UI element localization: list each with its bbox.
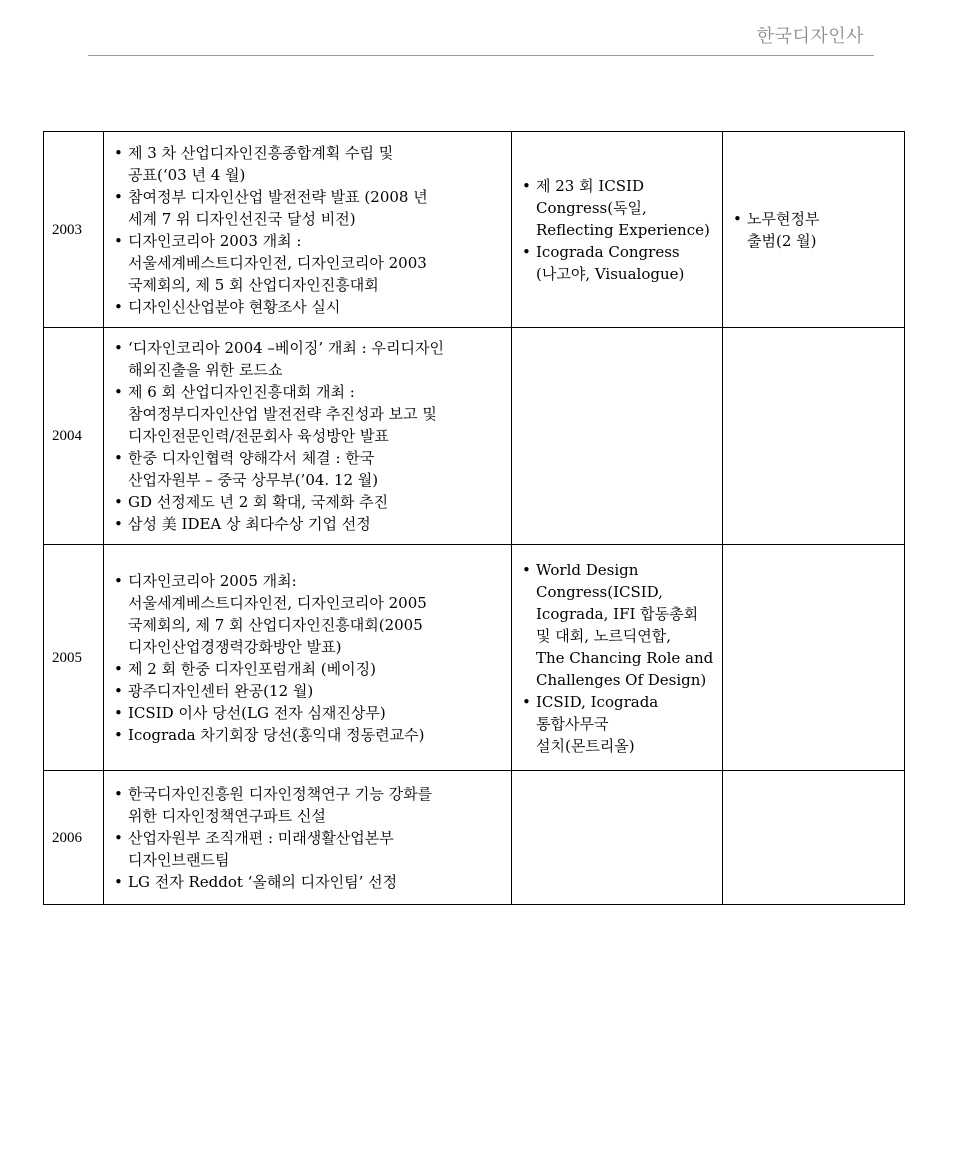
domestic-events-cell	[104, 132, 512, 328]
list-item	[522, 175, 714, 241]
item-text-line: LG 전자 Reddot ‘올해의 디자인팀’ 선정	[128, 872, 398, 891]
item-text-line: Icograda Congress	[536, 242, 680, 261]
bullet-icon: •	[114, 515, 123, 533]
domestic-events-list	[104, 328, 511, 544]
item-text-line: 제 2 회 한중 디자인포럼개최 (베이징)	[128, 659, 376, 678]
domestic-events-list	[104, 561, 511, 755]
item-text-line: Challenges Of Design)	[536, 670, 707, 689]
list-item	[114, 230, 503, 296]
year-cell: 2003	[44, 132, 104, 328]
item-text-line: 세계 7 위 디자인선진국 달성 비전)	[128, 209, 356, 228]
item-text-line: 제 3 차 산업디자인진흥종합계획 수립 및	[128, 143, 394, 162]
timeline-table	[43, 131, 905, 905]
bullet-icon: •	[114, 187, 123, 206]
item-text-line: Congress(ICSID,	[536, 582, 663, 601]
item-text-line: 참여정부 디자인산업 발전전략 발표 (2008 년	[128, 187, 428, 206]
item-text-line: World Design	[536, 560, 639, 579]
item-text-line: 국제회의, 제 5 회 산업디자인진흥대회	[128, 275, 379, 294]
bullet-icon: •	[114, 571, 123, 590]
bullet-icon: •	[114, 143, 123, 162]
table-row	[44, 771, 905, 905]
social-events-cell	[723, 771, 905, 905]
item-text-line: 광주디자인센터 완공(12 월)	[128, 681, 314, 700]
domestic-events-list	[104, 774, 511, 902]
item-text-line: 노무현정부	[747, 209, 820, 228]
list-item	[733, 208, 896, 252]
item-text-line: 통합사무국	[536, 714, 609, 733]
bullet-icon: •	[114, 339, 123, 357]
item-text-line: The Chancing Role and	[536, 648, 714, 667]
bullet-icon: •	[114, 493, 123, 511]
bullet-icon: •	[114, 703, 123, 722]
item-text-line: 참여정부디자인산업 발전전략 추진성과 보고 및	[128, 405, 437, 423]
item-text-line: ‘디자인코리아 2004 –베이징’ 개최 : 우리디자인	[128, 339, 444, 357]
item-text-line: 설치(몬트리올)	[536, 736, 635, 755]
item-text-line: 디자인산업경쟁력강화방안 발표)	[128, 637, 342, 656]
item-text-line: (나고야, Visualogue)	[536, 264, 685, 283]
list-item	[114, 447, 503, 491]
list-item	[114, 142, 503, 186]
list-item	[114, 296, 503, 318]
item-text-line: 제 23 회 ICSID	[536, 176, 645, 195]
bullet-icon: •	[522, 176, 531, 195]
item-text-line: Reflecting Experience)	[536, 220, 710, 239]
item-text-line: 디자인코리아 2005 개최:	[128, 571, 297, 590]
item-text-line: 서울세계베스트디자인전, 디자인코리아 2003	[128, 253, 427, 272]
domestic-events-cell	[104, 771, 512, 905]
bullet-icon: •	[114, 231, 123, 250]
table-row	[44, 545, 905, 771]
list-item	[114, 724, 503, 746]
timeline-body	[44, 132, 905, 905]
item-text-line: Icograda, IFI 합동총회	[536, 604, 699, 623]
list-item	[114, 513, 503, 535]
list-item	[114, 186, 503, 230]
item-text-line: 서울세계베스트디자인전, 디자인코리아 2005	[128, 593, 427, 612]
bullet-icon: •	[114, 681, 123, 700]
social-events-cell	[723, 545, 905, 771]
item-text-line: 한중 디자인협력 양해각서 체결 : 한국	[128, 449, 375, 467]
item-text-line: 위한 디자인정책연구파트 신설	[128, 806, 326, 825]
social-events-cell	[723, 132, 905, 328]
item-text-line: 및 대회, 노르딕연합,	[536, 626, 671, 645]
social-events-cell	[723, 328, 905, 545]
international-events-cell	[512, 132, 723, 328]
item-text-line: 산업자원부 조직개편 : 미래생활산업본부	[128, 828, 394, 847]
list-item	[114, 381, 503, 447]
item-text-line: 국제회의, 제 7 회 산업디자인진흥대회(2005	[128, 615, 423, 634]
list-item	[114, 337, 503, 381]
table-row	[44, 132, 905, 328]
year-cell: 2004	[44, 328, 104, 545]
list-item	[114, 491, 503, 513]
bullet-icon: •	[114, 659, 123, 678]
running-header: 한국디자인사	[756, 26, 864, 47]
list-item	[114, 680, 503, 702]
header-rule	[88, 55, 874, 56]
item-text-line: 디자인신산업분야 현황조사 실시	[128, 297, 341, 316]
item-text-line: Congress(독일,	[536, 198, 647, 217]
domestic-events-cell	[104, 545, 512, 771]
year-cell: 2005	[44, 545, 104, 771]
list-item	[522, 241, 714, 285]
item-text-line: 디자인전문인력/전문회사 육성방안 발표	[128, 427, 389, 445]
bullet-icon: •	[114, 297, 123, 316]
list-item	[114, 570, 503, 658]
item-text-line: 해외진출을 위한 로드쇼	[128, 361, 283, 379]
bullet-icon: •	[733, 209, 742, 228]
item-text-line: 한국디자인진흥원 디자인정책연구 기능 강화를	[128, 784, 433, 803]
list-item	[522, 559, 714, 691]
item-text-line: 디자인브랜드팀	[128, 850, 230, 869]
item-text-line: ICSID 이사 당선(LG 전자 심재진상무)	[128, 703, 386, 722]
bullet-icon: •	[114, 725, 123, 744]
international-events-cell	[512, 771, 723, 905]
domestic-events-cell	[104, 328, 512, 545]
item-text-line: GD 선정제도 년 2 회 확대, 국제화 추진	[128, 493, 389, 511]
item-text-line: Icograda 차기회장 당선(홍익대 정동련교수)	[128, 725, 425, 744]
list-item	[114, 658, 503, 680]
international-events-list	[512, 166, 722, 294]
bullet-icon: •	[114, 383, 123, 401]
bullet-icon: •	[522, 692, 531, 711]
item-text-line: 제 6 회 산업디자인진흥대회 개최 :	[128, 383, 355, 401]
list-item	[114, 827, 503, 871]
item-text-line: ICSID, Icograda	[536, 692, 659, 711]
list-item	[114, 702, 503, 724]
item-text-line: 삼성 美 IDEA 상 최다수상 기업 선정	[128, 515, 371, 533]
bullet-icon: •	[522, 560, 531, 579]
bullet-icon: •	[114, 784, 123, 803]
item-text-line: 공표(‘03 년 4 월)	[128, 165, 246, 184]
bullet-icon: •	[114, 872, 123, 891]
international-events-list	[512, 550, 722, 766]
item-text-line: 디자인코리아 2003 개최 :	[128, 231, 302, 250]
table-row	[44, 328, 905, 545]
bullet-icon: •	[114, 828, 123, 847]
list-item	[114, 783, 503, 827]
international-events-cell	[512, 328, 723, 545]
domestic-events-list	[104, 133, 511, 327]
list-item	[114, 871, 503, 893]
year-cell: 2006	[44, 771, 104, 905]
bullet-icon: •	[522, 242, 531, 261]
international-events-cell	[512, 545, 723, 771]
bullet-icon: •	[114, 449, 123, 467]
item-text-line: 산업자원부 – 중국 상무부(’04. 12 월)	[128, 471, 379, 489]
list-item	[522, 691, 714, 757]
social-events-list	[723, 199, 904, 261]
item-text-line: 출범(2 월)	[747, 231, 817, 250]
